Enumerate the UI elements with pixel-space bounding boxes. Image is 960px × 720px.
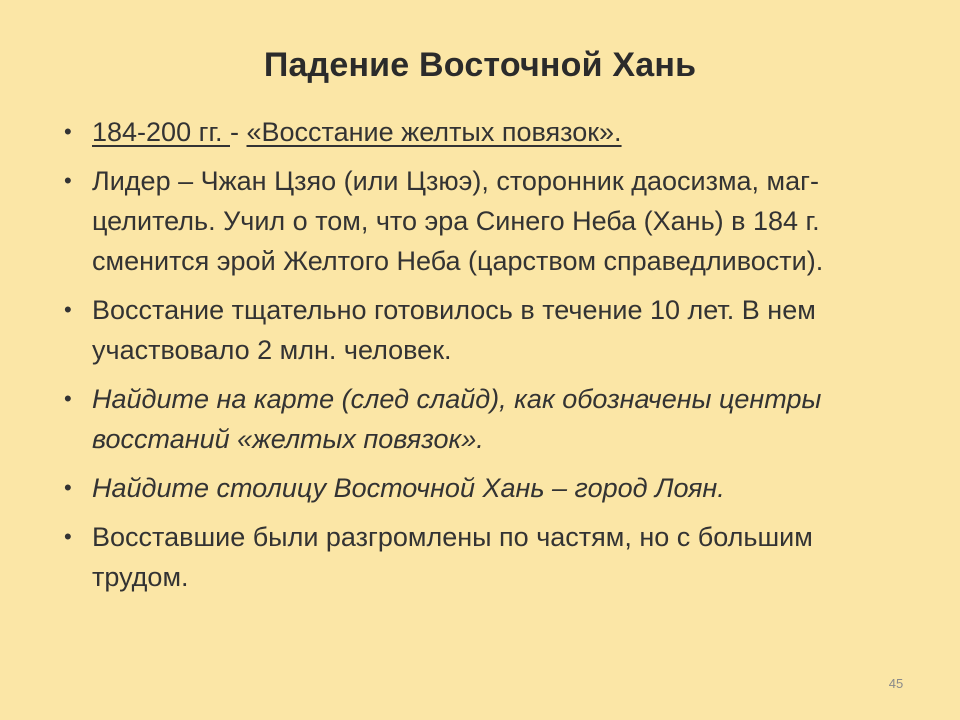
bullet-icon: • — [64, 475, 72, 500]
bullet-item-dates — [64, 112, 904, 152]
bullet-icon: • — [64, 119, 72, 144]
bullet-item-defeat — [64, 517, 904, 597]
bullet-dash: - — [230, 117, 247, 147]
page-number: 45 — [888, 676, 904, 691]
bullet-item-leader — [64, 161, 904, 281]
bullet-item-preparation — [64, 290, 904, 370]
bullet-icon: • — [64, 297, 72, 322]
bullet-icon: • — [64, 168, 72, 193]
bullet-text: Восстание тщательно готовилось в течение 10 лет. В нем участвовало 2 млн. человек. — [92, 295, 816, 365]
bullet-item-map-task — [64, 379, 904, 459]
bullet-dates: 184-200 гг. — [92, 117, 230, 147]
slide-title: Падение Восточной Хань — [263, 46, 697, 84]
bullet-icon: • — [64, 524, 72, 549]
bullet-text: Восставшие были разгромлены по частям, но с большим трудом. — [92, 522, 813, 592]
bullet-text: Лидер – Чжан Цзяо (или Цзюэ), сторонник даосизма, маг-целитель. Учил о том, что эра Синего Неба (Хань) в 184 г. сменится эрой Желтого Неба (царством справедливости). — [92, 166, 824, 276]
bullet-uprising-name: «Восстание желтых повязок». — [246, 117, 622, 147]
bullet-list — [64, 112, 904, 606]
bullet-icon: • — [64, 386, 72, 411]
bullet-text: Найдите столицу Восточной Хань – город Лоян. — [92, 473, 725, 503]
bullet-text: Найдите на карте (след слайд), как обозначены центры восстаний «желтых повязок». — [92, 384, 822, 454]
bullet-item-capital-task — [64, 468, 904, 508]
